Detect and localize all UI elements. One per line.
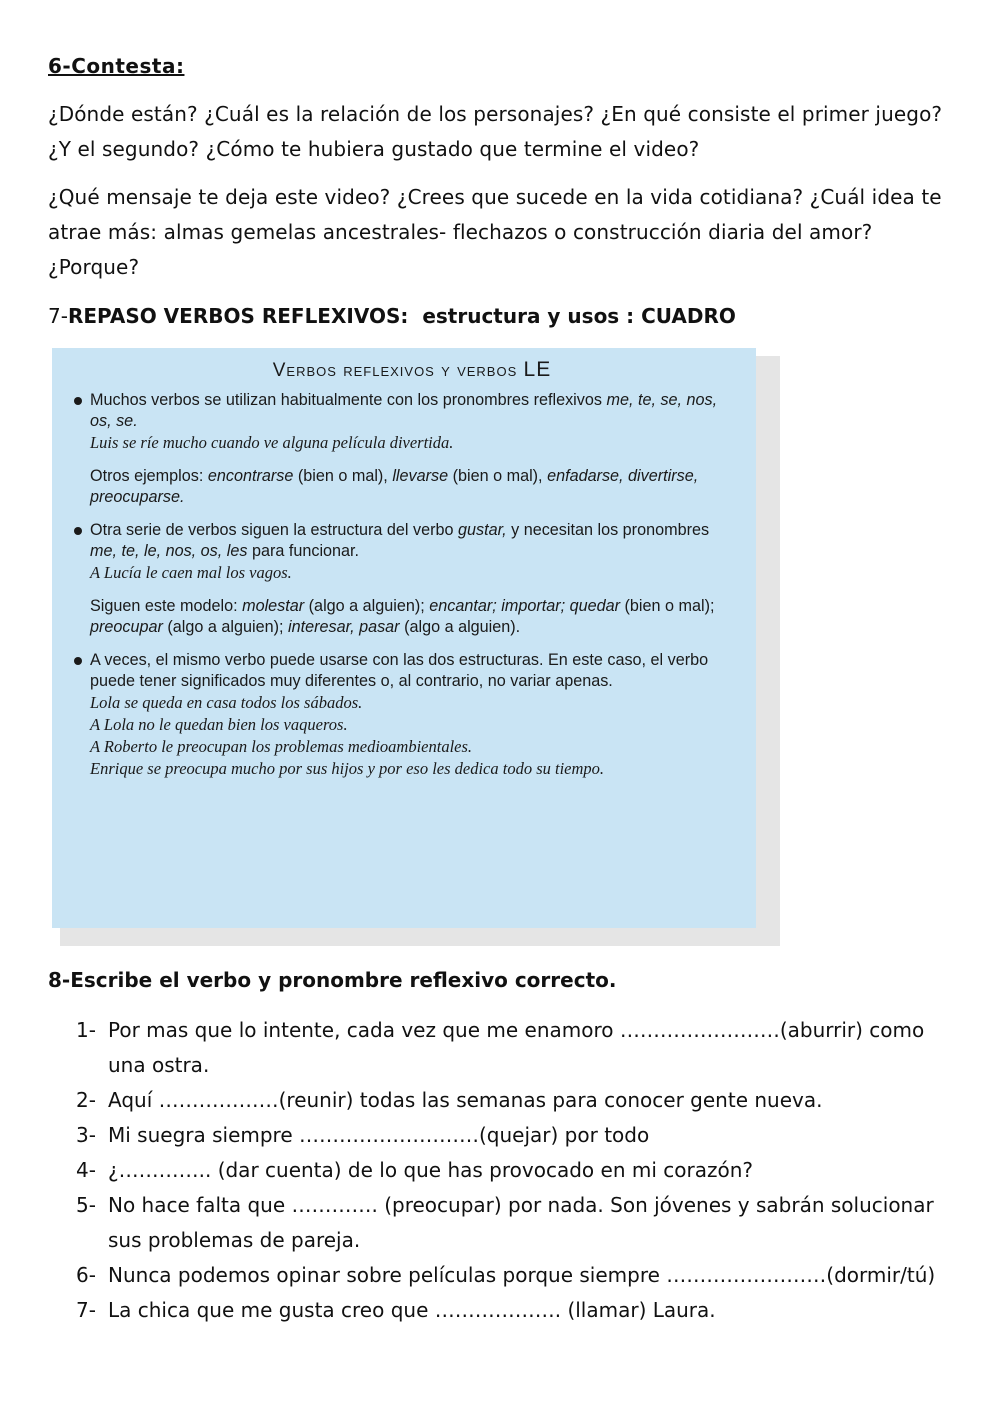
rule-3-example-2: A Lola no le quedan bien los vaqueros. xyxy=(90,715,348,734)
list-item xyxy=(76,1153,956,1188)
rule-2-model-verb-3: preocupar xyxy=(90,618,163,636)
item-number: 2- xyxy=(76,1088,96,1112)
list-item xyxy=(76,1118,956,1153)
rule-2-model-verb-1: molestar xyxy=(242,597,305,615)
list-item xyxy=(76,1188,956,1258)
item-number: 4- xyxy=(76,1158,96,1182)
rule-2-model xyxy=(90,596,734,638)
bullet-icon xyxy=(74,397,82,405)
section-7-number: 7- xyxy=(48,304,68,328)
item-text: Por mas que lo intente, cada vez que me enamoro ……………………(aburrir) como una ostra. xyxy=(108,1018,925,1077)
grammar-box-title-main: Verbos reflexivos y verbos xyxy=(272,360,518,381)
rule-2 xyxy=(90,520,734,562)
section-7-title xyxy=(48,304,736,328)
rule-2-text-3: para funcionar. xyxy=(251,542,360,560)
rule-2-model-verb-2: encantar; importar; quedar xyxy=(429,597,621,615)
rule-2-model-verb-4: interesar, pasar xyxy=(288,618,400,636)
rule-2-model-note-1: (algo a alguien); xyxy=(308,597,425,615)
bullet-icon xyxy=(74,527,82,535)
rule-2-model-note-3: (algo a alguien); xyxy=(167,618,284,636)
item-text: ¿………….. (dar cuenta) de lo que has provocado en mi corazón? xyxy=(108,1158,753,1182)
rule-1 xyxy=(90,390,734,432)
item-number: 6- xyxy=(76,1263,96,1287)
section-8-title: 8-Escribe el verbo y pronombre reflexivo correcto. xyxy=(48,968,617,992)
rule-2-model-note-2: (bien o mal); xyxy=(624,597,715,615)
rule-2-pronouns: me, te, le, nos, os, les xyxy=(90,542,248,560)
rule-1-others xyxy=(90,466,734,508)
rule-1-verb-2: llevarse xyxy=(392,467,449,485)
rule-1-example: Luis se ríe mucho cuando ve alguna película divertida. xyxy=(90,433,454,452)
rule-1-note-2: (bien o mal), xyxy=(452,467,543,485)
rule-1-note-1: (bien o mal), xyxy=(297,467,388,485)
list-item xyxy=(76,1083,956,1118)
rule-1-verb-3: enfadarse, divertirse, preocuparse. xyxy=(90,467,699,506)
rule-1-others-label: Otros ejemplos: xyxy=(90,467,204,485)
list-item xyxy=(76,1293,956,1328)
rule-2-text-1: Otra serie de verbos siguen la estructura del verbo xyxy=(90,521,454,539)
grammar-box-title-le: LE xyxy=(523,358,552,381)
list-item xyxy=(76,1258,956,1293)
section-7-subheading: estructura y usos : CUADRO xyxy=(422,304,736,328)
rule-2-gustar: gustar, xyxy=(458,521,507,539)
bullet-icon xyxy=(74,657,82,665)
item-text: Nunca podemos opinar sobre películas porque siempre ……………………(dormir/tú) xyxy=(108,1263,936,1287)
section-6-question-2: ¿Qué mensaje te deja este video? ¿Crees que sucede en la vida cotidiana? ¿Cuál idea te atrae más: almas gemelas ancestrales- flechazos o construcción diaria del amor? ¿Porque? xyxy=(48,185,942,279)
item-number: 5- xyxy=(76,1193,96,1217)
rule-3 xyxy=(90,650,734,692)
section-6-title: 6-Contesta: xyxy=(48,54,185,78)
rule-3-example-1: Lola se queda en casa todos los sábados. xyxy=(90,693,363,712)
grammar-box xyxy=(52,348,756,928)
rule-2-text-2: y necesitan los pronombres xyxy=(511,521,710,539)
section-6-question-1: ¿Dónde están? ¿Cuál es la relación de los personajes? ¿En qué consiste el primer juego? ¿Y el segundo? ¿Cómo te hubiera gustado que termine el video? xyxy=(48,102,943,161)
grammar-box-title xyxy=(90,358,734,382)
rule-1-text: Muchos verbos se utilizan habitualmente con los pronombres reflexivos xyxy=(90,391,602,409)
rule-2-model-label: Siguen este modelo: xyxy=(90,597,238,615)
item-number: 1- xyxy=(76,1018,96,1042)
rule-3-example-4: Enrique se preocupa mucho por sus hijos y por eso les dedica todo su tiempo. xyxy=(90,759,605,778)
rule-3-text: A veces, el mismo verbo puede usarse con las dos estructuras. En este caso, el verbo puede tener significados muy diferentes o, al contrario, no variar apenas. xyxy=(90,651,709,690)
item-text: Mi suegra siempre ………………………(quejar) por todo xyxy=(108,1123,650,1147)
item-number: 7- xyxy=(76,1298,96,1322)
rule-1-verb-1: encontrarse xyxy=(207,467,294,485)
item-text: No hace falta que …………. (preocupar) por nada. Son jóvenes y sabrán solucionar sus problemas de pareja. xyxy=(108,1193,934,1252)
item-number: 3- xyxy=(76,1123,96,1147)
item-text: La chica que me gusta creo que ………………. (llamar) Laura. xyxy=(108,1298,716,1322)
rule-2-model-note-4: (algo a alguien). xyxy=(404,618,521,636)
rule-2-example: A Lucía le caen mal los vagos. xyxy=(90,563,292,582)
exercise-list xyxy=(76,1013,956,1328)
rule-3-example-3: A Roberto le preocupan los problemas medioambientales. xyxy=(90,737,473,756)
section-7-heading: REPASO VERBOS REFLEXIVOS: xyxy=(67,304,409,328)
rule-1-pronouns: me, te, se, nos, os, se. xyxy=(90,391,718,430)
list-item xyxy=(76,1013,956,1083)
item-text: Aquí ………………(reunir) todas las semanas para conocer gente nueva. xyxy=(108,1088,823,1112)
